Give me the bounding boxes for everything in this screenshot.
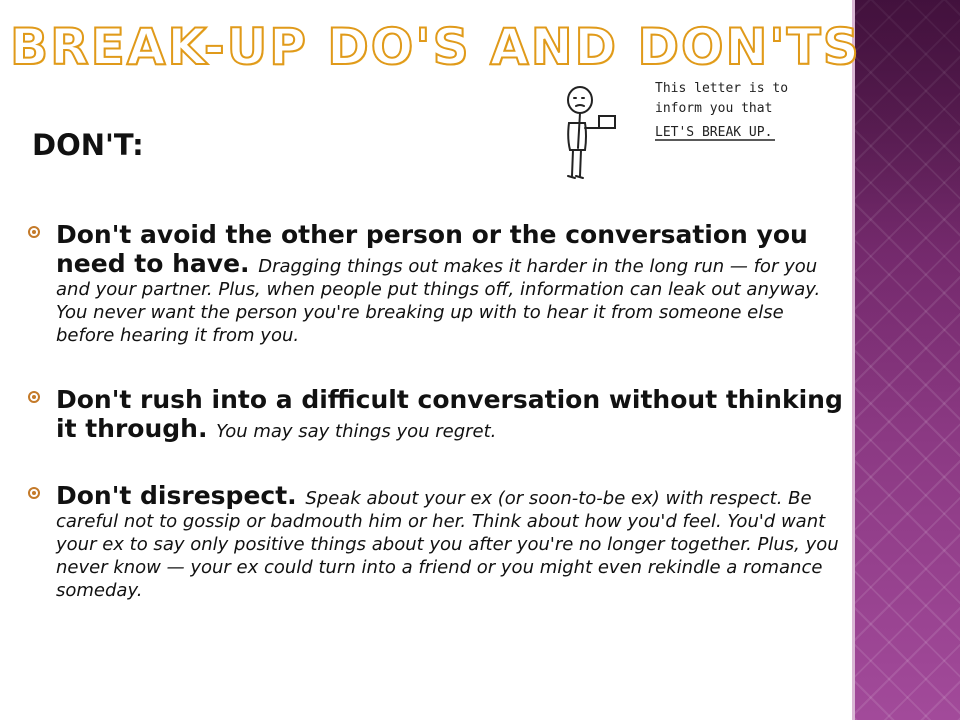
note-line: LET'S BREAK UP. — [655, 125, 773, 140]
decorative-side-band — [855, 0, 960, 720]
slide-title: BREAK-UP DO'S AND DON'TS — [10, 18, 861, 76]
section-heading: DON'T: — [32, 128, 144, 162]
item-detail: Speak about your ex (or soon-to-be ex) with respect. Be careful not to gossip or badmouth him or her. Think about how you'd feel. You'd want your ex to say only positive things about you after you're no longer together. Plus, you never know — your ex could turn into a friend or you might even rekindle a romance someday. — [56, 488, 839, 601]
item-lead: Don't avoid the other person or the conversation you need to have. — [56, 220, 808, 278]
note-line: inform you that — [655, 101, 773, 116]
list-item — [28, 481, 843, 602]
note-text — [655, 81, 788, 140]
bullet-icon — [28, 487, 40, 499]
item-detail: Dragging things out makes it harder in the long run — for you and your partner. Plus, when people put things off, information can leak out anyway. You never want the person you're breaking up with to hear it from someone else before hearing it from you. — [56, 256, 821, 346]
note-line: This letter is to — [655, 81, 789, 96]
item-lead: Don't disrespect. — [56, 481, 306, 510]
stick-figure-icon — [568, 87, 615, 178]
list-item — [28, 385, 843, 443]
list-item — [28, 220, 843, 347]
bullet-icon — [28, 391, 40, 403]
bullet-icon — [28, 226, 40, 238]
dont-list — [28, 220, 843, 602]
item-lead: Don't rush into a difficult conversation without thinking it through. — [56, 385, 843, 443]
breakup-letter-illustration — [545, 78, 845, 188]
item-detail: You may say things you regret. — [216, 421, 497, 442]
